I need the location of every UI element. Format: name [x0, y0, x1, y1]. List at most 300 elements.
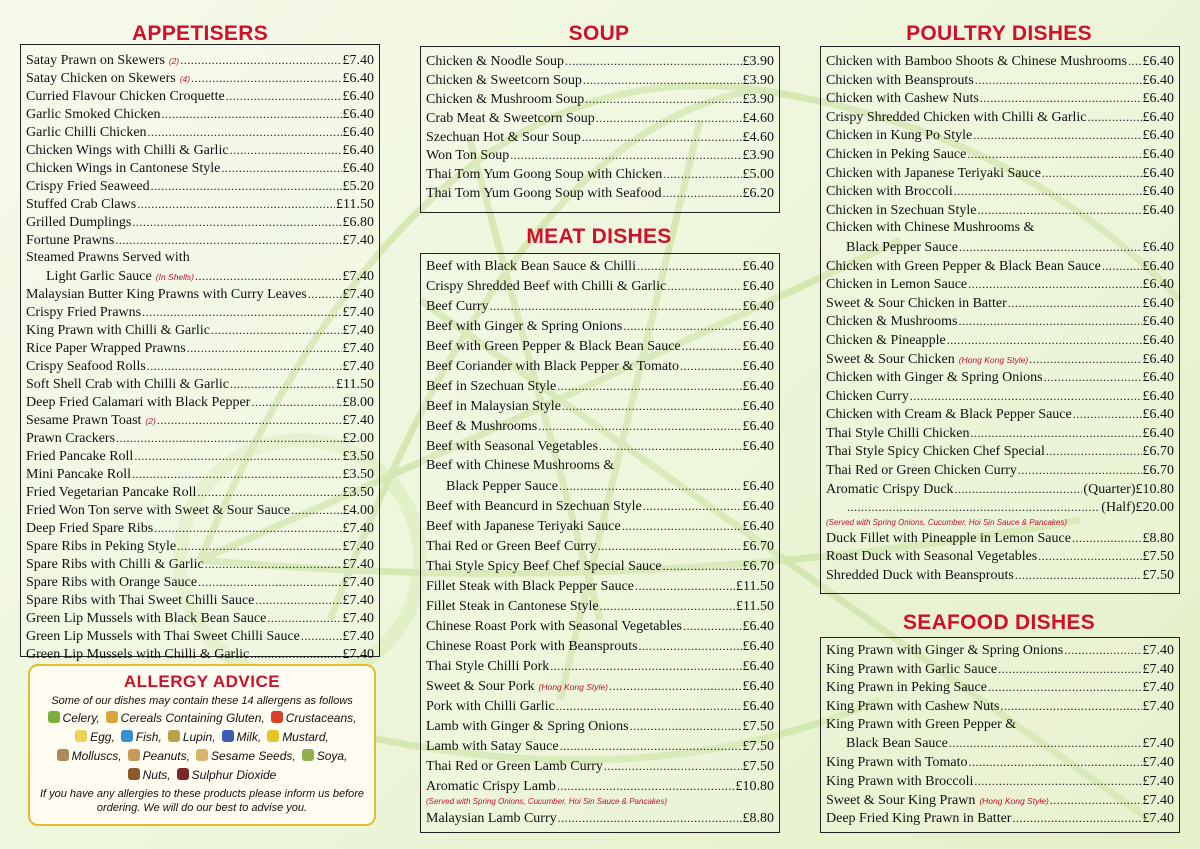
- allergen-label: Mustard,: [282, 730, 329, 744]
- menu-item: [426, 146, 774, 165]
- dot-leader: [180, 51, 341, 70]
- item-price: £3.90: [742, 54, 774, 69]
- dot-leader: [177, 537, 341, 556]
- item-name: Chicken & Sweetcorn Soup: [426, 72, 582, 88]
- allergen-label: Molluscs,: [71, 749, 122, 763]
- menu-item: [826, 387, 1174, 406]
- mustard-icon: [267, 730, 279, 742]
- dot-leader: [683, 616, 742, 637]
- menu-item: [426, 356, 774, 376]
- allergen-list: [38, 709, 366, 785]
- item-price: £6.40: [1142, 239, 1174, 255]
- item-name: Thai Tom Yum Goong Soup with Chicken: [426, 167, 663, 183]
- item-name: Chicken with Bamboo Shoots & Chinese Mushrooms: [826, 54, 1127, 69]
- item-name: Roast Duck with Seasonal Vegetables: [826, 549, 1038, 565]
- item-name: Thai Style Spicy Beef Chef Special Sauce: [426, 559, 662, 574]
- item-name: Prawn Crackers: [26, 431, 116, 446]
- item-name: Beef with Green Pepper & Black Bean Sauce: [426, 339, 681, 354]
- item-name: Beef in Malaysian Style: [426, 399, 561, 414]
- menu-item: [426, 109, 774, 128]
- menu-item: [826, 108, 1174, 127]
- item-name: Chinese Roast Pork with Seasonal Vegetables: [426, 619, 682, 634]
- item-name: Thai Red or Green Lamb Curry: [426, 759, 603, 774]
- item-name: Garlic Smoked Chicken: [26, 107, 161, 122]
- item-name: Stuffed Crab Claws: [26, 197, 137, 212]
- menu-item: [26, 195, 374, 213]
- milk-icon: [222, 730, 234, 742]
- dot-leader: [115, 231, 341, 250]
- item-name: Crispy Shredded Beef with Chilli & Garlic: [426, 279, 667, 294]
- item-name: Chicken with Cream & Black Pepper Sauce: [826, 407, 1072, 423]
- dot-leader: [975, 71, 1142, 91]
- item-name: Duck Fillet with Pineapple in Lemon Sauce: [826, 530, 1071, 546]
- item-price: £6.40: [342, 71, 374, 86]
- menu-item: [426, 536, 774, 556]
- item-name: Sweet & Sour Pork: [426, 679, 535, 694]
- menu-item: [826, 368, 1174, 387]
- menu-item: [26, 483, 374, 501]
- item-price: £7.40: [342, 557, 374, 572]
- menu-item: [426, 636, 774, 656]
- item-name: Grilled Dumplings: [26, 215, 132, 230]
- item-price: £6.40: [1142, 332, 1174, 348]
- menu-item: [426, 90, 774, 109]
- dot-leader: [635, 576, 735, 597]
- item-name: Chicken Wings in Cantonese Style: [26, 161, 221, 176]
- item-name: Chicken Wings with Chilli & Garlic: [26, 143, 229, 158]
- allergen-item: [48, 709, 100, 728]
- menu-item: [826, 164, 1174, 183]
- item-name: Thai Red or Green Chicken Curry: [826, 463, 1017, 479]
- menu-item: [826, 238, 1174, 257]
- menu-item: [26, 141, 374, 159]
- soya-icon: [302, 749, 314, 761]
- menu-item: [826, 641, 1174, 660]
- item-price: £6.40: [342, 107, 374, 122]
- item-name: King Prawn with Ginger & Spring Onions: [826, 643, 1064, 658]
- item-name: King Prawn with Garlic Sauce: [826, 661, 998, 677]
- allergen-item: [128, 747, 190, 766]
- menu-item: [26, 465, 374, 483]
- seafood-list: [826, 641, 1174, 828]
- item-price: £7.40: [1142, 643, 1174, 658]
- item-price: £7.40: [342, 341, 374, 356]
- item-price: £7.40: [1142, 773, 1174, 789]
- menu-item: [26, 321, 374, 339]
- item-name: Fried Vegetarian Pancake Roll: [26, 485, 197, 500]
- item-name: Sweet & Sour Chicken: [826, 351, 955, 367]
- appetisers-heading: APPETISERS: [131, 22, 269, 45]
- item-price: £6.40: [1142, 184, 1174, 200]
- dot-leader: [191, 69, 341, 88]
- item-price: £20.00: [1135, 500, 1174, 516]
- dot-leader: [250, 645, 341, 664]
- allergen-label: Sulphur Dioxide: [191, 768, 277, 782]
- item-price: £6.40: [342, 161, 374, 176]
- dot-leader: [221, 159, 341, 178]
- dot-leader: [599, 436, 742, 457]
- dot-leader: [1018, 461, 1142, 481]
- item-name: King Prawn with Broccoli: [826, 773, 974, 789]
- meat-heading: MEAT DISHES: [526, 225, 672, 248]
- item-name: Spare Ribs with Thai Sweet Chilli Sauce: [26, 593, 255, 608]
- menu-item: [826, 678, 1174, 697]
- item-price: £6.40: [1142, 54, 1174, 69]
- allergen-label: Celery,: [62, 711, 100, 725]
- item-price: £6.40: [1142, 314, 1174, 330]
- allergen-item: [267, 728, 329, 747]
- item-price: £6.40: [742, 279, 774, 294]
- dot-leader: [134, 447, 341, 466]
- item-price: £6.40: [742, 659, 774, 674]
- dot-leader: [490, 296, 742, 317]
- item-name: Chicken & Mushrooms: [826, 314, 958, 330]
- item-price: £7.40: [342, 539, 374, 554]
- soup-heading: SOUP: [568, 22, 630, 45]
- item-name: Chicken Curry: [826, 388, 909, 404]
- menu-item: [426, 676, 774, 696]
- item-name: Beef with Ginger & Spring Onions: [426, 319, 623, 334]
- menu-item: [826, 753, 1174, 772]
- item-price: £4.00: [342, 503, 374, 518]
- allergen-label: Milk,: [236, 730, 262, 744]
- menu-item: [826, 219, 1174, 238]
- menu-item: [826, 71, 1174, 90]
- dot-leader: [968, 753, 1141, 773]
- item-name: Rice Paper Wrapped Prawns: [26, 341, 186, 356]
- item-name: Spare Ribs with Orange Sauce: [26, 575, 198, 590]
- item-name: Chicken with Chinese Mushrooms &: [826, 220, 1035, 236]
- menu-item: [26, 267, 374, 285]
- item-price: £6.40: [742, 519, 774, 534]
- dot-leader: [630, 716, 742, 737]
- portion-qualifier: (Half): [1101, 500, 1136, 516]
- dot-leader: [947, 331, 1142, 351]
- item-name: Green Lip Mussels with Thai Sweet Chilli Sauce: [26, 629, 300, 644]
- dot-leader: [559, 476, 742, 497]
- dot-leader: [116, 429, 341, 448]
- item-name: Chicken with Japanese Teriyaki Sauce: [826, 165, 1041, 181]
- dot-leader: [974, 772, 1141, 792]
- dot-leader: [151, 177, 342, 196]
- menu-item: [426, 616, 774, 636]
- menu-item: [826, 294, 1174, 313]
- menu-item: [426, 184, 774, 203]
- allergen-label: Sesame Seeds,: [210, 749, 296, 763]
- fish-icon: [121, 730, 133, 742]
- item-name: Crispy Seafood Rolls: [26, 359, 146, 374]
- dot-leader: [663, 556, 742, 577]
- item-price: £7.40: [342, 575, 374, 590]
- item-price: £6.40: [742, 319, 774, 334]
- item-price: £6.40: [1142, 351, 1174, 367]
- dot-leader: [958, 312, 1141, 332]
- item-price: £6.40: [1142, 109, 1174, 125]
- dot-leader: [622, 516, 742, 537]
- dot-leader: [967, 145, 1141, 165]
- menu-item: [26, 591, 374, 609]
- menu-item: [26, 105, 374, 123]
- sesame-icon: [196, 749, 208, 761]
- dot-leader: [550, 656, 741, 677]
- menu-item: [826, 312, 1174, 331]
- allergy-advice-box: [28, 664, 376, 826]
- dot-leader: [1072, 529, 1142, 549]
- allergy-intro: Some of our dishes may contain these 14 allergens as follows: [51, 695, 353, 707]
- menu-item: [426, 416, 774, 436]
- menu-item: [426, 52, 774, 71]
- menu-item: [826, 424, 1174, 443]
- serving-note: (Served with Spring Onions, Cucumber, Hoi Sin Sauce & Pancakes): [826, 517, 1068, 527]
- menu-item: [26, 123, 374, 141]
- item-price: £6.40: [742, 259, 774, 274]
- item-name: Chinese Roast Pork with Beansprouts: [426, 639, 638, 654]
- dot-leader: [147, 357, 342, 376]
- dot-leader: [988, 678, 1142, 698]
- item-price: £6.40: [742, 499, 774, 514]
- item-price: £7.40: [342, 233, 374, 248]
- item-price: £7.40: [1142, 661, 1174, 677]
- item-price: £7.40: [1142, 811, 1174, 827]
- item-name: Beef & Mushrooms: [426, 419, 538, 434]
- dot-leader: [1000, 697, 1141, 717]
- menu-item: [26, 69, 374, 87]
- item-price: £7.40: [342, 323, 374, 338]
- dot-leader: [1044, 368, 1142, 388]
- menu-item: [426, 256, 774, 276]
- item-price: £11.50: [336, 197, 374, 212]
- menu-item: [826, 89, 1174, 108]
- dot-leader: [137, 195, 335, 214]
- dot-leader: [251, 393, 341, 412]
- dot-leader: [662, 184, 741, 204]
- dot-leader: [211, 321, 342, 340]
- menu-item: [26, 447, 374, 465]
- dot-leader: [604, 756, 742, 777]
- item-name: Fillet Steak with Black Pepper Sauce: [426, 579, 635, 594]
- menu-item: [826, 809, 1174, 828]
- item-price: £6.70: [742, 539, 774, 554]
- item-price: £6.40: [1142, 91, 1174, 107]
- dot-leader: [510, 146, 741, 166]
- item-name: Won Ton Soup: [426, 148, 510, 164]
- menu-item: [826, 772, 1174, 791]
- item-name: King Prawn with Cashew Nuts: [826, 699, 1000, 715]
- dot-leader: [959, 238, 1142, 258]
- allergen-label: Egg,: [90, 730, 115, 744]
- dot-leader: [583, 71, 742, 91]
- item-name: King Prawn in Peking Sauce: [826, 680, 987, 696]
- item-name: Green Lip Mussels with Black Bean Sauce: [26, 611, 267, 626]
- dot-leader: [558, 808, 742, 829]
- item-price: £6.40: [342, 125, 374, 140]
- menu-item: [26, 159, 374, 177]
- dot-leader: [205, 555, 342, 574]
- dot-leader: [562, 396, 742, 417]
- menu-item: [826, 201, 1174, 220]
- item-price: £7.40: [342, 521, 374, 536]
- wheat-icon: [106, 711, 118, 723]
- allergy-title: ALLERGY ADVICE: [123, 672, 281, 691]
- poultry-list: [826, 52, 1174, 585]
- item-price: £7.40: [342, 611, 374, 626]
- item-name: Black Pepper Sauce: [446, 479, 558, 494]
- item-price: £7.40: [342, 359, 374, 374]
- menu-item: [426, 776, 774, 796]
- item-name: Chicken with Beansprouts: [826, 72, 974, 88]
- menu-item: [426, 756, 774, 776]
- item-price: £6.40: [1142, 202, 1174, 218]
- item-price: £5.00: [742, 167, 774, 183]
- item-name: Black Pepper Sauce: [846, 239, 958, 255]
- item-price: £7.40: [1142, 755, 1174, 771]
- menu-item: [826, 275, 1174, 294]
- item-price: £7.40: [342, 269, 374, 284]
- dot-leader: [226, 87, 342, 106]
- item-price: £6.40: [342, 89, 374, 104]
- menu-item: [826, 126, 1174, 145]
- dot-leader: [142, 303, 341, 322]
- item-price: £6.40: [742, 699, 774, 714]
- item-name: Fillet Steak in Cantonese Style: [426, 599, 599, 614]
- menu-item: [426, 376, 774, 396]
- item-price: £11.50: [336, 377, 374, 392]
- dot-leader: [954, 182, 1142, 202]
- item-price: £2.00: [342, 431, 374, 446]
- dot-leader: [230, 141, 342, 160]
- dot-leader: [230, 375, 335, 394]
- dot-leader: [148, 123, 342, 142]
- item-tag: (In Shells): [155, 272, 195, 282]
- item-price: £7.40: [342, 413, 374, 428]
- dot-leader: [667, 276, 741, 297]
- crab-icon: [271, 711, 283, 723]
- item-name: Spare Ribs in Peking Style: [26, 539, 177, 554]
- dot-leader: [980, 89, 1142, 109]
- menu-item: [426, 128, 774, 147]
- item-name: Chicken with Green Pepper & Black Bean Sauce: [826, 258, 1101, 274]
- menu-item: [26, 51, 374, 69]
- item-name: Chicken with Ginger & Spring Onions: [826, 370, 1043, 386]
- dot-leader: [955, 480, 1083, 500]
- dot-leader: [637, 256, 742, 277]
- item-tag: (Hong Kong Style): [958, 354, 1029, 365]
- allergen-item: [121, 728, 162, 747]
- item-price: £3.90: [742, 91, 774, 107]
- menu-item: [26, 627, 374, 645]
- nuts-icon: [128, 768, 140, 780]
- item-price: £6.40: [1142, 72, 1174, 88]
- item-name: Fried Won Ton serve with Sweet & Sour Sauce: [26, 503, 291, 518]
- dot-leader: [291, 501, 341, 520]
- menu-item: [826, 734, 1174, 753]
- menu-item: [426, 496, 774, 516]
- item-name: Sweet & Sour Chicken in Batter: [826, 295, 1007, 311]
- item-price: £3.50: [342, 467, 374, 482]
- item-price: £6.40: [1142, 425, 1174, 441]
- item-name: Deep Fried King Prawn in Batter: [826, 811, 1012, 827]
- dot-leader: [255, 591, 341, 610]
- item-price: £8.80: [1142, 530, 1174, 546]
- item-name: Steamed Prawns Served with: [26, 250, 190, 265]
- menu-item: [426, 656, 774, 676]
- item-name: Deep Fried Calamari with Black Pepper: [26, 395, 251, 410]
- item-name: Sweet & Sour King Prawn: [826, 792, 976, 808]
- dot-leader: [663, 165, 741, 185]
- mollusc-icon: [57, 749, 69, 761]
- dot-leader: [609, 676, 742, 697]
- menu-item: [426, 296, 774, 316]
- dot-leader: [538, 416, 741, 437]
- allergen-item: [196, 747, 296, 766]
- menu-item: [26, 249, 374, 267]
- allergen-label: Fish,: [135, 730, 162, 744]
- menu-item: [26, 573, 374, 591]
- menu-item: [426, 276, 774, 296]
- menu-item: [426, 316, 774, 336]
- item-price: £7.40: [1142, 680, 1174, 696]
- item-price: £7.40: [1142, 736, 1174, 752]
- item-price: £6.40: [1142, 277, 1174, 293]
- item-name: Beef with Japanese Teriyaki Sauce: [426, 519, 621, 534]
- item-name: Green Lip Mussels with Chilli & Garlic: [26, 647, 250, 662]
- item-name: Satay Chicken on Skewers: [26, 71, 176, 86]
- dot-leader: [623, 316, 741, 337]
- item-price: £6.40: [1142, 165, 1174, 181]
- menu-item: [426, 596, 774, 616]
- item-price: £6.40: [742, 619, 774, 634]
- serving-note: (Served with Spring Onions, Cucumber, Hoi Sin Sauce & Pancakes): [426, 797, 668, 806]
- dot-leader: [585, 90, 741, 110]
- menu-item: [826, 791, 1174, 810]
- dot-leader: [910, 387, 1142, 407]
- item-price: £7.40: [342, 53, 374, 68]
- item-name: Malaysian Butter King Prawns with Curry Leaves: [26, 287, 307, 302]
- item-name: Beef Curry: [426, 299, 489, 314]
- item-name: Malaysian Lamb Curry: [426, 811, 557, 826]
- menu-item: [426, 456, 774, 476]
- allergen-label: Nuts,: [142, 768, 171, 782]
- item-name: King Prawn with Tomato: [826, 755, 968, 771]
- menu-item: [426, 165, 774, 184]
- menu-item: [426, 576, 774, 596]
- dot-leader: [1029, 350, 1141, 370]
- allergen-item: [302, 747, 348, 766]
- poultry-heading: POULTRY DISHES: [906, 22, 1092, 45]
- item-price: £4.60: [742, 129, 774, 145]
- item-price: £4.60: [742, 110, 774, 126]
- menu-item: [826, 461, 1174, 480]
- item-name: Garlic Chilli Chicken: [26, 125, 147, 140]
- item-name: Sesame Prawn Toast: [26, 413, 142, 428]
- item-name: Chicken with Cashew Nuts: [826, 91, 979, 107]
- item-price: £6.40: [742, 299, 774, 314]
- menu-item: [26, 213, 374, 231]
- menu-item: [426, 516, 774, 536]
- menu-item: [26, 609, 374, 627]
- item-name: Mini Pancake Roll: [26, 467, 131, 482]
- dot-leader: [132, 465, 342, 484]
- item-name: Lamb with Satay Sauce: [426, 739, 559, 754]
- item-price: £6.40: [742, 479, 774, 494]
- celery-icon: [48, 711, 60, 723]
- item-name: Soft Shell Crab with Chilli & Garlic: [26, 377, 229, 392]
- meat-list: [426, 256, 774, 828]
- dot-leader: [1008, 294, 1142, 314]
- item-price: £3.90: [742, 72, 774, 88]
- item-price: £6.70: [1142, 463, 1174, 479]
- menu-item: [26, 177, 374, 195]
